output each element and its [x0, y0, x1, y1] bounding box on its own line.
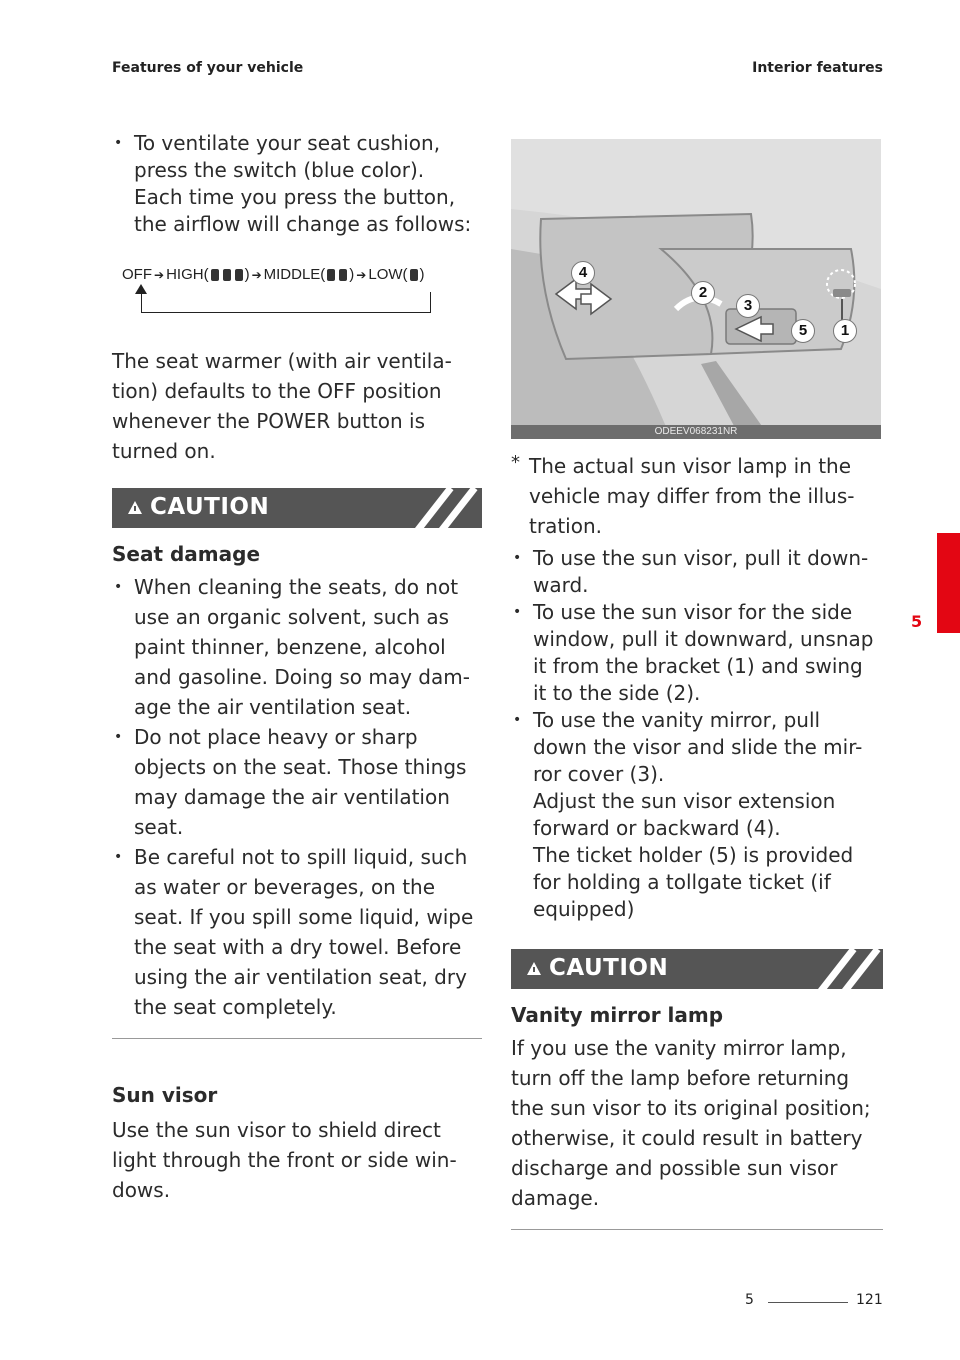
visor-item-text: To use the sun visor, pull it down- ward.: [533, 546, 869, 597]
caution-heading-vanity-lamp: Vanity mirror lamp: [511, 1003, 724, 1027]
caution-item-text: Be careful not to spill liquid, such as water or beverages, on the seat. If you spill some liquid, wipe the seat with a dry towel. Before using the air ventilation seat, dry the seat completely.: [134, 845, 474, 1019]
arrow-right-icon: ➔: [251, 267, 262, 282]
header-chapter-title: Interior features: [752, 60, 883, 76]
flow-low-label: LOW(: [368, 266, 408, 283]
return-loop-line: [141, 292, 431, 313]
bullet-dot: •: [114, 849, 123, 865]
illustration-note: [511, 451, 883, 541]
header-section-title: Features of your vehicle: [112, 60, 304, 76]
warning-triangle-mark: [533, 967, 535, 972]
seat-icon: [410, 269, 418, 281]
caution-item: [112, 722, 482, 842]
visor-item: [511, 599, 883, 707]
arrow-right-icon: ➔: [356, 267, 367, 282]
callout-5: 5: [791, 319, 815, 343]
caution-end-rule: [511, 1229, 883, 1230]
callout-1: 1: [833, 319, 857, 343]
footer-page-number: 121: [856, 1292, 883, 1308]
chapter-tab: [937, 533, 960, 633]
sun-visor-heading: Sun visor: [112, 1083, 218, 1107]
flow-close-paren: ): [244, 266, 250, 283]
caution-item-text: Do not place heavy or sharp objects on the seat. Those things may damage the air ventilation seat.: [134, 725, 467, 839]
bullet-dot: •: [114, 729, 123, 745]
seat-icon: [235, 269, 243, 281]
bullet-dot: •: [513, 712, 522, 728]
caution-label: CAUTION: [549, 955, 669, 981]
flow-middle-label: MIDDLE(: [263, 266, 326, 283]
visor-item-text: To use the sun visor for the side window, pull it downward, unsnap it from the bracket (1) and swing it to the side (2).: [533, 600, 874, 705]
left-column: [112, 130, 482, 1205]
bullet-dot: •: [114, 135, 123, 151]
seat-icon: [327, 269, 335, 281]
warning-triangle-mark: [134, 506, 136, 511]
callout-3: 3: [736, 294, 760, 318]
callout-2: 2: [691, 281, 715, 305]
caution-end-rule: [112, 1038, 482, 1039]
caution-label: CAUTION: [150, 494, 270, 520]
flow-close-paren: ): [419, 266, 425, 283]
flow-high-label: HIGH(: [166, 266, 209, 283]
footer-rule: [768, 1302, 848, 1303]
seat-icon: [339, 269, 347, 281]
bullet-ventilate: [112, 130, 482, 238]
flow-off-label: OFF: [122, 266, 152, 283]
caution-banner-seat: [112, 488, 482, 528]
default-off-paragraph: The seat warmer (with air ventila- tion) defaults to the OFF position whenever the POWER button is turned on.: [112, 349, 452, 463]
right-column: [511, 139, 883, 1230]
chapter-tab-number: 5: [911, 612, 923, 631]
caution-banner-mirror: [511, 949, 883, 989]
visor-item: [511, 707, 883, 923]
visor-item-text: To use the vanity mirror, pull down the visor and slide the mir- ror cover (3). Adjust the sun visor extension forward or backward (4). The ticket holder (5) is provided for holding a tollgate ticket (if equipped): [533, 708, 863, 921]
caution-item-text: When cleaning the seats, do not use an organic solvent, such as paint thinner, benzene, alcohol and gasoline. Doing so may dam- age the air ventilation seat.: [134, 575, 470, 719]
sun-visor-paragraph: Use the sun visor to shield direct light through the front or side win- dows.: [112, 1118, 457, 1202]
figure-code: ODEEV068231NR: [511, 425, 881, 439]
asterisk: *: [511, 452, 520, 473]
airflow-sequence-diagram: [112, 256, 482, 328]
airflow-sequence-row: [122, 266, 425, 283]
caution-heading-seat-damage: Seat damage: [112, 542, 261, 566]
vanity-lamp-paragraph: If you use the vanity mirror lamp, turn off the lamp before returning the sun visor to its original position; otherwise, it could result in battery discharge and possible sun visor damage.: [511, 1036, 871, 1210]
caution-item: [112, 842, 482, 1022]
callout-4: 4: [571, 261, 595, 285]
arrow-up-icon: [135, 284, 147, 294]
seat-icon: [211, 269, 219, 281]
bullet-dot: •: [513, 550, 522, 566]
flow-close-paren: ): [349, 266, 355, 283]
footer-chapter-number: 5: [745, 1292, 754, 1308]
bullet-dot: •: [513, 604, 522, 620]
bullet-ventilate-text: To ventilate your seat cushion, press the switch (blue color). Each time you press the button, the airflow will change as follows:: [134, 131, 472, 236]
seat-icon: [223, 269, 231, 281]
sun-visor-illustration: [511, 139, 881, 439]
illustration-note-text: The actual sun visor lamp in the vehicle may differ from the illus- tration.: [529, 454, 855, 538]
arrow-right-icon: ➔: [154, 267, 165, 282]
visor-item: [511, 545, 883, 599]
caution-item: [112, 572, 482, 722]
bullet-dot: •: [114, 579, 123, 595]
